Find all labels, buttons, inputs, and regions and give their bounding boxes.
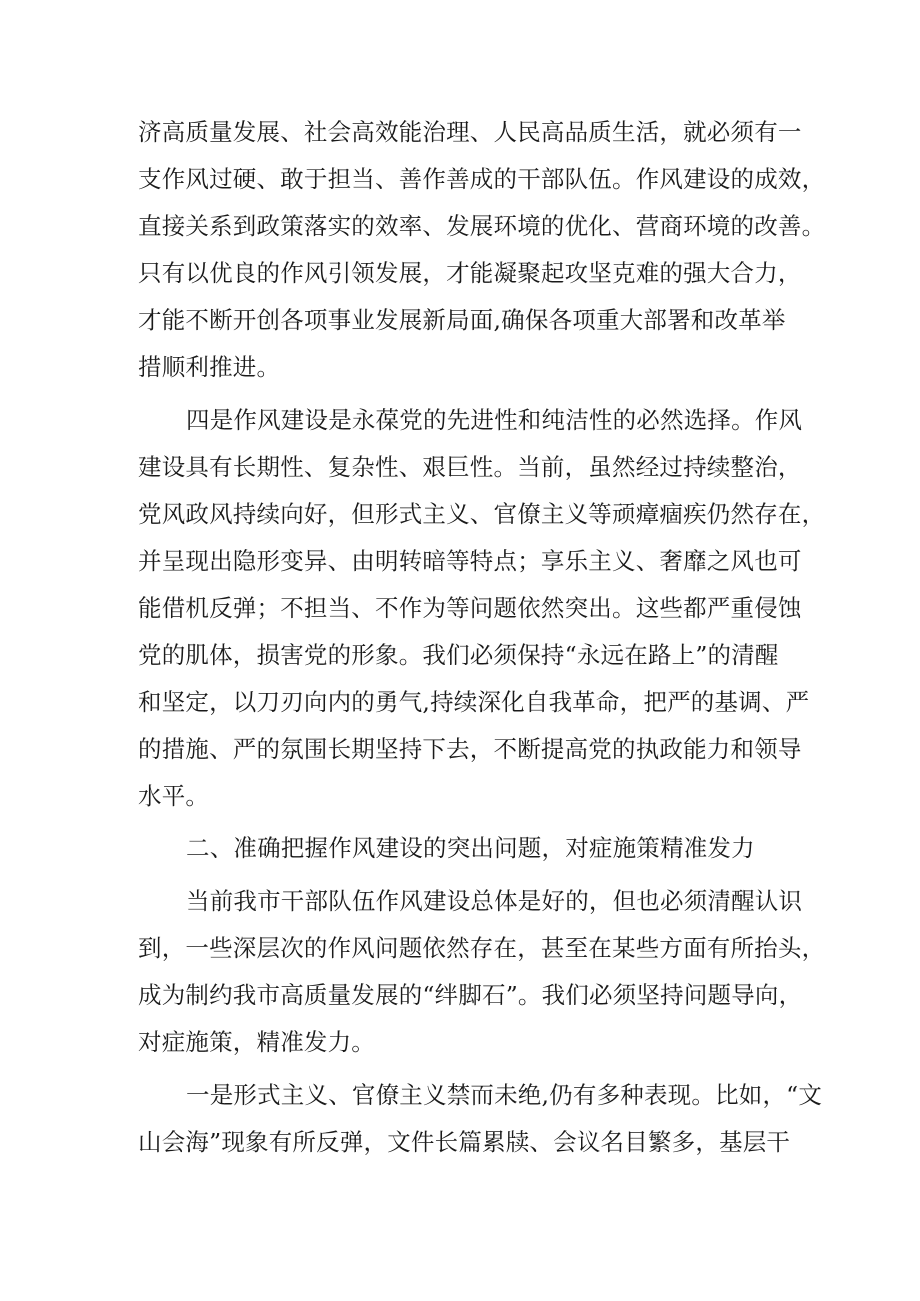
text-line: 山会海”现象有所反弹，文件长篇累牍、会议名目繁多，基层干 bbox=[138, 1128, 791, 1156]
text-line: 成为制约我市高质量发展的“绊脚石”。我们必须坚持问题导向， bbox=[138, 981, 803, 1009]
text-line: 才能不断开创各项事业发展新局面,确保各项重大部署和改革举 bbox=[138, 306, 786, 334]
text-line: 党风政风持续向好，但形式主义、官僚主义等顽瘴痼疾仍然存在， bbox=[138, 500, 826, 528]
text-line: 措顺利推进。 bbox=[138, 353, 281, 381]
text-line: 济高质量发展、社会高效能治理、人民高品质生活，就必须有一 bbox=[138, 118, 802, 146]
text-line: 直接关系到政策落实的效率、发展环境的优化、营商环境的改善。 bbox=[138, 212, 826, 240]
text-line: 对症施策，精准发力。 bbox=[138, 1028, 375, 1056]
paragraph-start-line: 一是形式主义、官僚主义禁而未绝,仍有多种表现。比如，“文 bbox=[186, 1081, 823, 1109]
section-heading: 二、准确把握作风建设的突出问题，对症施策精准发力 bbox=[186, 834, 755, 862]
text-line: 和坚定，以刀刃向内的勇气,持续深化自我革命，把严的基调、严 bbox=[138, 688, 810, 716]
paragraph-start-line: 当前我市干部队伍作风建设总体是好的，但也必须清醒认识 bbox=[186, 887, 803, 915]
text-line: 党的肌体，损害党的形象。我们必须保持“永远在路上”的清醒 bbox=[138, 641, 779, 669]
text-line: 只有以优良的作风引领发展，才能凝聚起攻坚克难的强大合力， bbox=[138, 259, 802, 287]
text-line: 支作风过硬、敢于担当、善作善成的干部队伍。作风建设的成效， bbox=[138, 165, 826, 193]
text-line: 并呈现出隐形变异、由明转暗等特点；享乐主义、奢靡之风也可 bbox=[138, 547, 802, 575]
text-line: 的措施、严的氛围长期坚持下去，不断提高党的执政能力和领导 bbox=[138, 735, 802, 763]
text-line: 能借机反弹；不担当、不作为等问题依然突出。这些都严重侵蚀 bbox=[138, 594, 802, 622]
paragraph-start-line: 四是作风建设是永葆党的先进性和纯洁性的必然选择。作风 bbox=[186, 406, 803, 434]
text-line: 到，一些深层次的作风问题依然存在，甚至在某些方面有所抬头， bbox=[138, 934, 826, 962]
text-line: 建设具有长期性、复杂性、艰巨性。当前，虽然经过持续整治， bbox=[138, 453, 802, 481]
text-line: 水平。 bbox=[138, 782, 210, 810]
